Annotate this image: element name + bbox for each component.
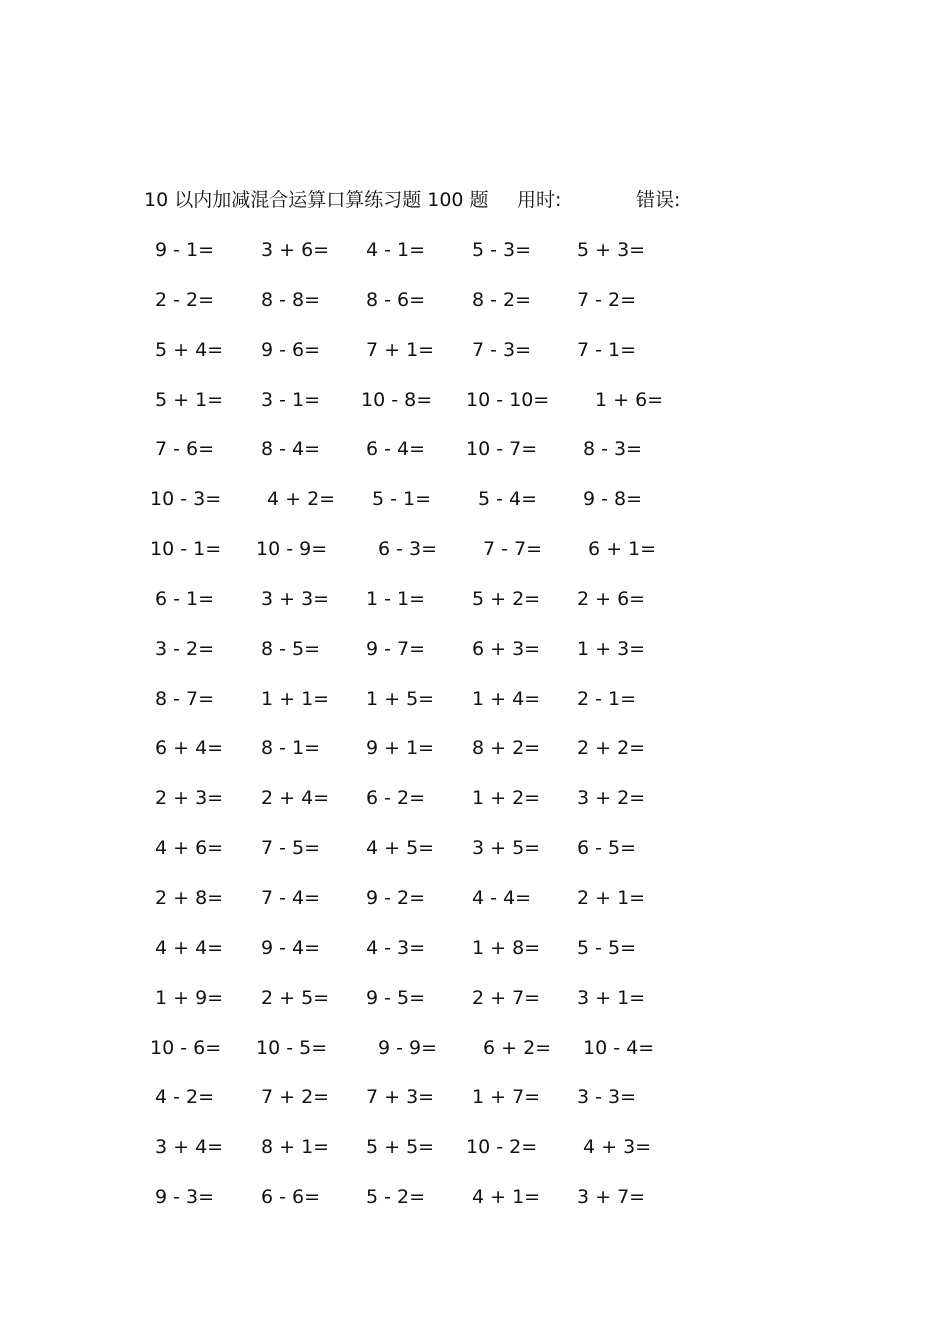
problem-item: 5 - 5= [577, 936, 637, 959]
problem-row [150, 286, 710, 336]
problem-item: 3 + 6= [261, 239, 330, 261]
problem-row [150, 585, 710, 635]
problem-item: 9 - 5= [366, 986, 426, 1009]
problem-item: 2 - 2= [155, 288, 215, 311]
problem-item: 4 - 3= [366, 936, 426, 959]
problem-item: 9 - 4= [261, 936, 321, 959]
problem-item: 4 + 2= [267, 488, 336, 511]
problem-item: 7 + 3= [366, 1086, 435, 1109]
problem-item: 8 - 6= [366, 288, 426, 311]
problem-item: 7 - 2= [577, 288, 637, 311]
problem-item: 7 - 5= [261, 837, 321, 860]
problem-item: 2 + 2= [577, 737, 646, 760]
problem-row [150, 984, 710, 1034]
problem-item: 2 + 3= [155, 787, 224, 810]
problem-item: 6 - 4= [366, 438, 426, 461]
worksheet-title: 10 以内加减混合运算口算练习题 100 题 [144, 189, 489, 211]
problem-item: 9 - 7= [366, 637, 426, 660]
problem-item: 2 + 7= [472, 986, 541, 1009]
problem-item: 3 + 3= [261, 587, 330, 610]
problem-item: 5 - 3= [472, 239, 532, 261]
problem-row [150, 1034, 710, 1084]
problem-item: 2 + 6= [577, 587, 646, 610]
problem-item: 10 - 7= [466, 438, 538, 461]
problem-item: 2 + 5= [261, 986, 330, 1009]
problem-item: 2 + 4= [261, 787, 330, 810]
problem-item: 7 - 7= [483, 538, 543, 561]
problem-item: 1 + 1= [261, 687, 330, 710]
problem-item: 10 - 6= [150, 1036, 222, 1059]
problem-item: 4 - 2= [155, 1086, 215, 1109]
problem-item: 2 - 1= [577, 687, 637, 710]
problem-item: 1 + 9= [155, 986, 224, 1009]
problem-item: 9 - 8= [583, 488, 643, 511]
problem-item: 7 - 4= [261, 886, 321, 909]
problem-row [150, 635, 710, 685]
problem-item: 3 + 5= [472, 837, 541, 860]
problem-item: 6 - 1= [155, 587, 215, 610]
problem-item: 10 - 8= [361, 388, 433, 411]
problem-item: 7 + 1= [366, 338, 435, 361]
problem-item: 3 - 1= [261, 388, 321, 411]
problem-item: 7 - 6= [155, 438, 215, 461]
problem-item: 6 - 3= [378, 538, 438, 561]
problem-item: 5 + 5= [366, 1136, 435, 1159]
problem-item: 9 - 2= [366, 886, 426, 909]
problem-item: 7 - 3= [472, 338, 532, 361]
problem-item: 4 + 4= [155, 936, 224, 959]
problem-grid [150, 236, 710, 1233]
problem-item: 7 + 2= [261, 1086, 330, 1109]
problem-row [150, 386, 710, 436]
problem-row [150, 685, 710, 735]
problem-item: 10 - 9= [256, 538, 328, 561]
problem-row [150, 485, 710, 535]
problem-item: 9 - 6= [261, 338, 321, 361]
problem-row [150, 1083, 710, 1133]
problem-item: 1 + 8= [472, 936, 541, 959]
problem-row [150, 1183, 710, 1233]
problem-item: 8 - 1= [261, 737, 321, 760]
problem-item: 8 - 7= [155, 687, 215, 710]
problem-item: 8 - 4= [261, 438, 321, 461]
problem-row [150, 784, 710, 834]
problem-row [150, 1133, 710, 1183]
problem-item: 1 + 5= [366, 687, 435, 710]
problem-item: 5 - 2= [366, 1186, 426, 1209]
problem-row [150, 834, 710, 884]
time-used-label: 用时: [517, 189, 562, 211]
problem-item: 9 - 1= [155, 239, 215, 261]
problem-row [150, 435, 710, 485]
problem-row [150, 884, 710, 934]
problem-item: 5 + 2= [472, 587, 541, 610]
problem-item: 10 - 4= [583, 1036, 655, 1059]
problem-item: 8 - 2= [472, 288, 532, 311]
problem-item: 4 - 1= [366, 239, 426, 261]
problem-item: 5 - 1= [372, 488, 432, 511]
problem-item: 4 + 3= [583, 1136, 652, 1159]
problem-item: 6 + 4= [155, 737, 224, 760]
problem-item: 1 + 2= [472, 787, 541, 810]
problem-item: 8 - 8= [261, 288, 321, 311]
problem-item: 3 + 2= [577, 787, 646, 810]
problem-item: 6 - 5= [577, 837, 637, 860]
problem-item: 6 + 2= [483, 1036, 552, 1059]
problem-row [150, 934, 710, 984]
problem-item: 1 + 4= [472, 687, 541, 710]
problem-row [150, 734, 710, 784]
problem-item: 9 + 1= [366, 737, 435, 760]
problem-row [150, 336, 710, 386]
problem-item: 8 + 2= [472, 737, 541, 760]
problem-item: 10 - 2= [466, 1136, 538, 1159]
problem-item: 3 + 4= [155, 1136, 224, 1159]
errors-label: 错误: [636, 189, 681, 211]
problem-item: 3 - 3= [577, 1086, 637, 1109]
problem-item: 4 + 5= [366, 837, 435, 860]
problem-item: 5 + 3= [577, 239, 646, 261]
problem-item: 8 - 5= [261, 637, 321, 660]
problem-item: 3 + 7= [577, 1186, 646, 1209]
problem-item: 1 + 7= [472, 1086, 541, 1109]
problem-item: 10 - 1= [150, 538, 222, 561]
problem-item: 7 - 1= [577, 338, 637, 361]
problem-row [150, 535, 710, 585]
problem-item: 10 - 5= [256, 1036, 328, 1059]
problem-item: 9 - 3= [155, 1186, 215, 1209]
problem-row [150, 236, 710, 286]
problem-item: 8 - 3= [583, 438, 643, 461]
problem-item: 5 - 4= [478, 488, 538, 511]
problem-item: 4 + 1= [472, 1186, 541, 1209]
problem-item: 3 - 2= [155, 637, 215, 660]
problem-item: 3 + 1= [577, 986, 646, 1009]
problem-item: 6 + 3= [472, 637, 541, 660]
problem-item: 2 + 1= [577, 886, 646, 909]
problem-item: 10 - 10= [466, 388, 550, 411]
problem-item: 5 + 4= [155, 338, 224, 361]
problem-item: 6 + 1= [588, 538, 657, 561]
problem-item: 5 + 1= [155, 388, 224, 411]
problem-item: 4 - 4= [472, 886, 532, 909]
problem-item: 10 - 3= [150, 488, 222, 511]
problem-item: 9 - 9= [378, 1036, 438, 1059]
problem-item: 1 + 6= [595, 388, 664, 411]
problem-item: 6 - 2= [366, 787, 426, 810]
problem-item: 2 + 8= [155, 886, 224, 909]
problem-item: 8 + 1= [261, 1136, 330, 1159]
problem-item: 1 + 3= [577, 637, 646, 660]
problem-item: 4 + 6= [155, 837, 224, 860]
problem-item: 6 - 6= [261, 1186, 321, 1209]
problem-item: 1 - 1= [366, 587, 426, 610]
